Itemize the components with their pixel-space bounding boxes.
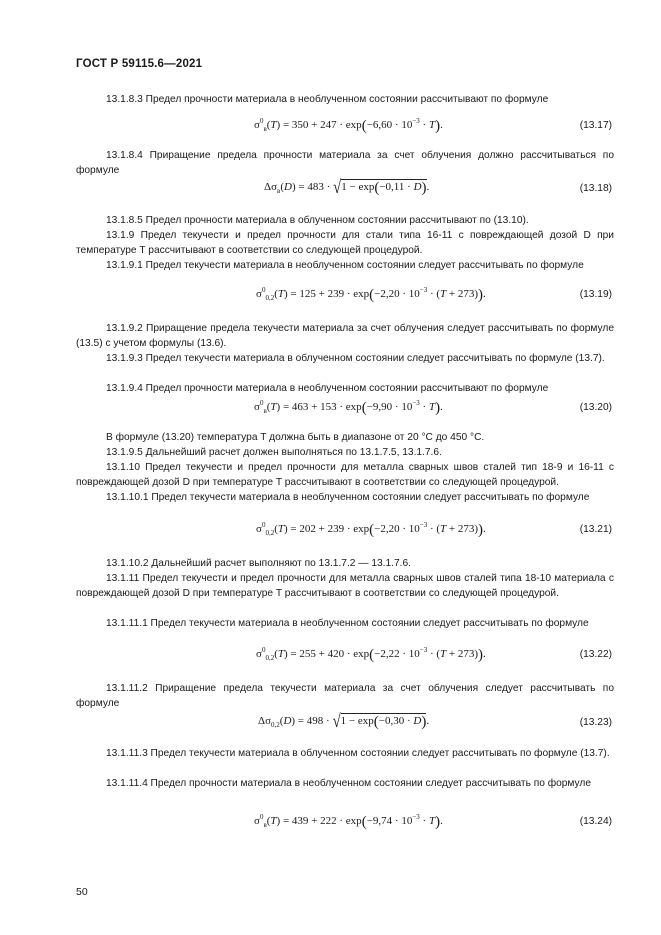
paragraph-13-1-10: 13.1.10 Предел текучести и предел прочности для металла сварных швов сталей тип 18-9 и 16-11 с повреждающей дозой D при температуре T рассчитывают в соответствии со следующей процедурой. — [76, 462, 614, 489]
formula-13-23: $\Delta\sigma_{0,2}(D) = 498 \cdot √1 - \exp(-0,30 \cdot D)$. (13.23) — [258, 711, 612, 732]
equation-number: (13.22) — [579, 649, 612, 660]
equation-number: (13.20) — [579, 402, 612, 413]
paragraph-13-1-9-2: 13.1.9.2 Приращение предела текучести материала за счет облучения следует рассчитывать по формуле (13.5) с учетом формулы (13.6). — [76, 323, 614, 350]
paragraph-13-1-11-2: 13.1.11.2 Приращение предела текучести материала за счет облучения следует рассчитывать по формуле — [76, 683, 614, 710]
equation-number: (13.18) — [579, 183, 612, 194]
formula-13-22: $\sigma^0_{0,2}(T) = 255 + 420 \cdot \exp(-2,22 \cdot 10^{-3} \cdot (T + 273))$. (13.22) — [256, 646, 612, 663]
equation-number: (13.23) — [579, 717, 612, 728]
paragraph-13-1-11-3: 13.1.11.3 Предел текучести материала в облученном состоянии следует рассчитывать по формуле (13.7). — [106, 748, 610, 759]
equation-number: (13.21) — [579, 524, 612, 535]
paragraph-13-1-11-1: 13.1.11.1 Предел текучести материала в необлученном состоянии следует рассчитывать по формуле — [106, 618, 589, 629]
paragraph-13-1-9-4: 13.1.9.4 Предел прочности материала в необлученном состоянии рассчитывают по формуле — [106, 383, 549, 394]
equation-number: (13.17) — [579, 120, 612, 131]
paragraph-13-1-9-1: 13.1.9.1 Предел текучести материала в необлученном состоянии следует рассчитывать по формуле — [106, 260, 584, 271]
paragraph-13-1-8-5: 13.1.8.5 Предел прочности материала в облученном состоянии рассчитывают по (13.10). — [106, 215, 529, 226]
formula-13-24: $\sigma^0_в(T) = 439 + 222 \cdot \exp(-9,74 \cdot 10^{-3} \cdot T)$. (13.24) — [254, 813, 612, 830]
paragraph-13-1-8-4: 13.1.8.4 Приращение предела прочности материала за счет облучения должно рассчитываться по формуле — [76, 150, 614, 177]
paragraph-13-1-8-3: 13.1.8.3 Предел прочности материала в необлученном состоянии рассчитывают по формуле — [106, 94, 549, 105]
document-header: ГОСТ Р 59115.6—2021 — [76, 58, 203, 70]
paragraph-13-1-9-3: 13.1.9.3 Предел текучести материала в облученном состоянии следует рассчитывать по формуле (13.7). — [106, 353, 605, 364]
formula-13-18: $\Delta\sigma_в(D) = 483 \cdot √1 - \exp(-0,11 \cdot D)$. (13.18) — [264, 177, 612, 198]
formula-13-19: $\sigma^0_{0,2}(T) = 125 + 239 \cdot \exp(-2,20 \cdot 10^{-3} \cdot (T + 273))$. (13.19) — [256, 286, 612, 303]
equation-number: (13.19) — [579, 289, 612, 300]
formula-13-21: $\sigma^0_{0,2}(T) = 202 + 239 \cdot \exp(-2,20 \cdot 10^{-3} \cdot (T + 273))$. (13.21) — [256, 521, 612, 538]
paragraph-temperature-range: В формуле (13.20) температура T должна быть в диапазоне от 20 °С до 450 °С. — [106, 432, 485, 443]
paragraph-13-1-10-2: 13.1.10.2 Дальнейший расчет выполняют по 13.1.7.2 — 13.1.7.6. — [106, 558, 411, 569]
paragraph-13-1-11-4: 13.1.11.4 Предел прочности материала в необлученном состоянии следует рассчитывать по формуле — [106, 778, 592, 789]
equation-number: (13.24) — [579, 816, 612, 827]
paragraph-13-1-11: 13.1.11 Предел текучести и предел прочности для металла сварных швов сталей типа 18-10 материала с повреждающей дозой D при температуре T рассчитывают в соответствии со следующей процедурой. — [76, 573, 614, 600]
paragraph-13-1-10-1: 13.1.10.1 Предел текучести материала в необлученном состоянии следует рассчитывать по формуле — [106, 492, 590, 503]
formula-13-17: $\sigma^0_в(T) = 350 + 247 \cdot \exp(-6,60 \cdot 10^{-3} \cdot T)$. (13.17) — [254, 117, 612, 134]
paragraph-13-1-9: 13.1.9 Предел текучести и предел прочности для стали типа 16-11 с повреждающей дозой D при температуре T рассчитывают в соответствии со следующей процедурой. — [76, 230, 614, 257]
page-number: 50 — [76, 886, 88, 898]
paragraph-13-1-9-5: 13.1.9.5 Дальнейший расчет должен выполняться по 13.1.7.5, 13.1.7.6. — [106, 447, 442, 458]
formula-13-20: $\sigma^0_в(T) = 463 + 153 \cdot \exp(-9,90 \cdot 10^{-3} \cdot T)$. (13.20) — [254, 399, 612, 416]
